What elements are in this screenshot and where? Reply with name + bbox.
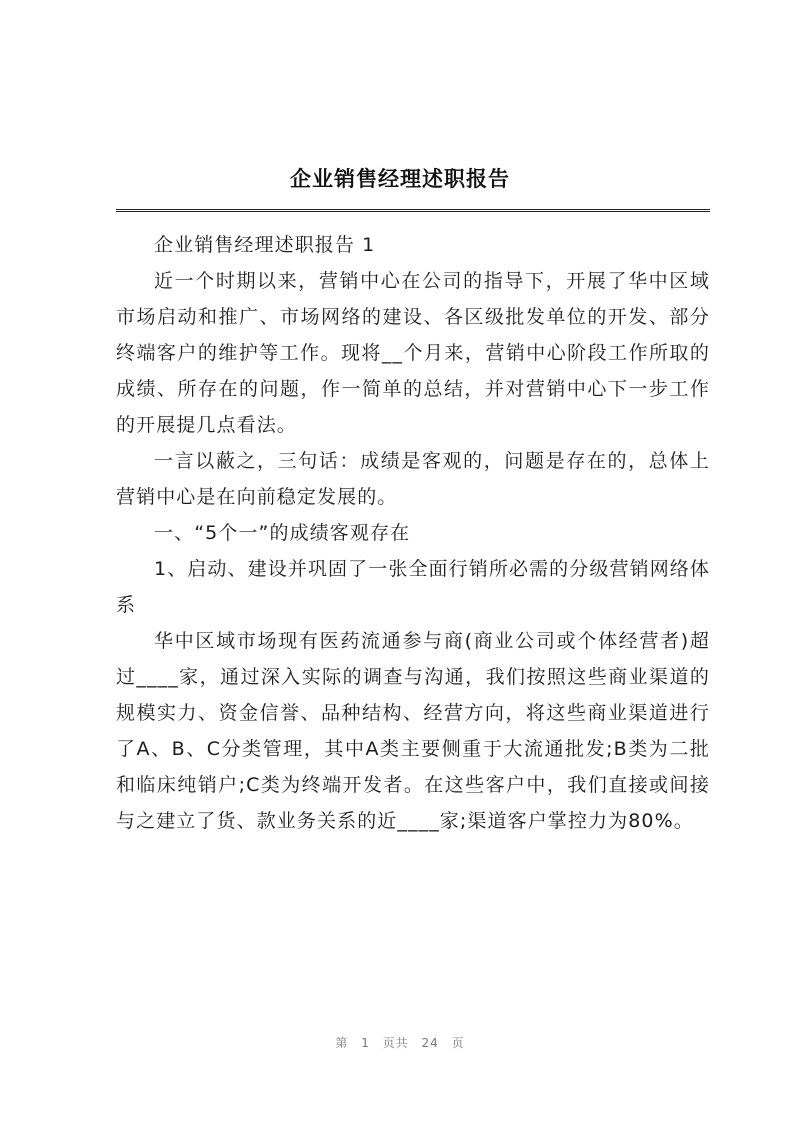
title-divider	[116, 209, 710, 212]
section-heading: 企业销售经理述职报告 1	[154, 234, 376, 256]
body-paragraph: 一言以蔽之，三句话：成绩是客观的，问题是存在的，总体上营销中心是在向前稳定发展的。	[116, 450, 710, 508]
current-page-number: 1	[361, 1036, 370, 1050]
body-paragraph: 近一个时期以来，营销中心在公司的指导下，开展了华中区域市场启动和推广、市场网络的建设、各区级批发单位的开发、部分终端客户的维护等工作。现将__个月来，营销中心阶段工作所取的成绩、所存在的问题，作一简单的总结，并对营销中心下一步工作的开展提几点看法。	[116, 270, 710, 436]
body-paragraph: 华中区域市场现有医药流通参与商(商业公司或个体经营者)超过____家，通过深入实际的调查与沟通，我们按照这些商业渠道的规模实力、资金信誉、品种结构、经营方向，将这些商业渠道进行了A、B、C分类管理，其中A类主要侧重于大流通批发;B类为二批和临床纯销户;C类为终端开发者。在这些客户中，我们直接或间接与之建立了货、款业务关系的近____家;渠道客户掌控力为80%。	[116, 630, 710, 832]
subsection-heading: 一、“5个一”的成绩客观存在	[154, 522, 411, 544]
document-title: 企业销售经理述职报告	[290, 166, 510, 191]
page-label-suffix: 页	[451, 1036, 465, 1050]
page-footer	[0, 1034, 800, 1051]
subsection-heading: 1、启动、建设并巩固了一张全面行销所必需的分级营销网络体系	[116, 558, 710, 616]
page-label-prefix: 第	[335, 1036, 349, 1050]
total-pages-number: 24	[421, 1036, 439, 1050]
document-body	[116, 227, 710, 839]
page-label-middle: 页共	[382, 1036, 409, 1050]
